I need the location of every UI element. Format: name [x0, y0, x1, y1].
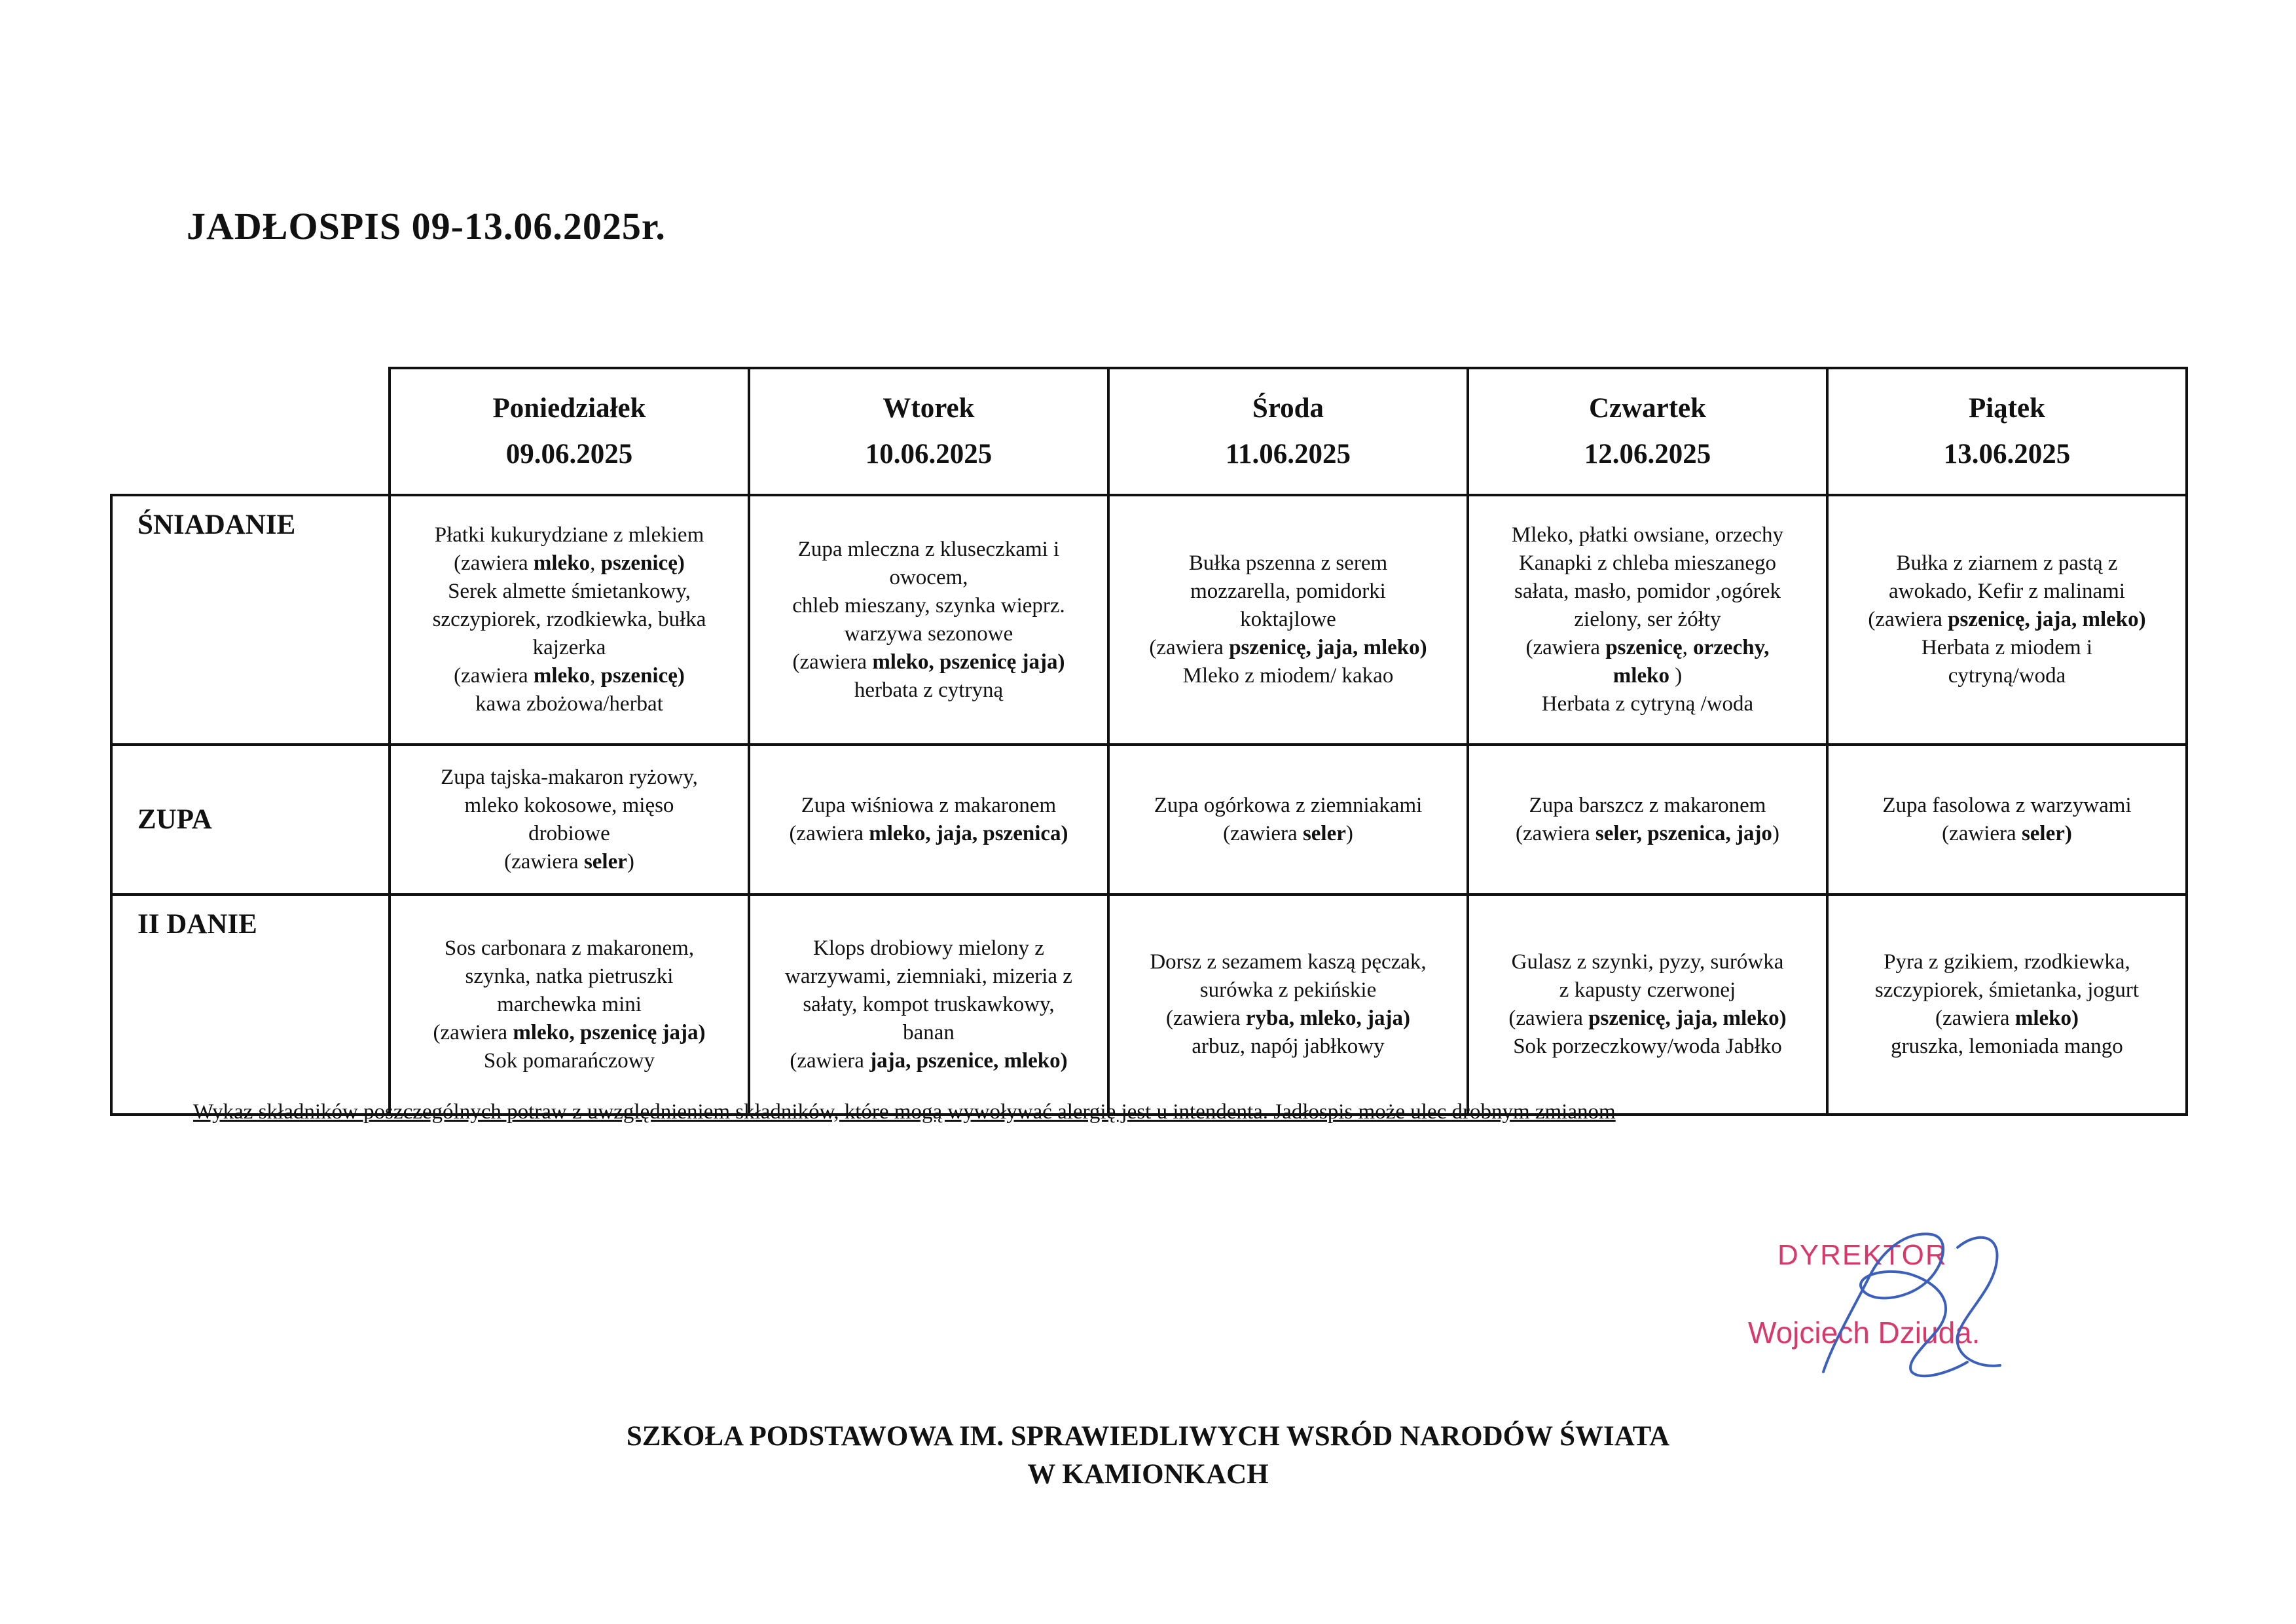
- dish-text: (zawiera: [504, 849, 584, 874]
- allergen-text: seler: [583, 849, 627, 874]
- menu-line: [401, 1047, 737, 1075]
- allergen-text: seler): [2021, 821, 2072, 845]
- dish-text: herbata z cytryną: [854, 678, 1004, 702]
- dish-text: (zawiera: [1942, 821, 2022, 845]
- dish-text: kawa zbożowa/herbat: [475, 692, 663, 716]
- meal-label: II DANIE: [111, 895, 390, 1115]
- menu-line: [401, 934, 737, 963]
- allergen-footnote: Wykaz składników poszczególnych potraw z uwzględnieniem składników, które mogą wywoływać alergię jest u intendenta. Jadłospis może ulec drobnym zmianom: [193, 1100, 1616, 1124]
- dish-text: Zupa wiśniowa z makaronem: [801, 793, 1057, 817]
- day-date: 13.06.2025: [1943, 439, 2071, 470]
- allergen-text: jaja, pszenice, mleko): [869, 1048, 1068, 1073]
- dish-text: Sok porzeczkowy/woda Jabłko: [1513, 1035, 1782, 1058]
- menu-cell: [1827, 495, 2187, 745]
- menu-line: [761, 934, 1097, 963]
- day-name: Poniedziałek: [492, 393, 646, 424]
- signature-stroke: [1823, 1234, 2000, 1376]
- day-date: 12.06.2025: [1584, 439, 1711, 470]
- dish-text: arbuz, napój jabłkowy: [1192, 1035, 1385, 1058]
- allergen-text: pszenicę: [1605, 636, 1683, 659]
- menu-cell: [390, 745, 749, 895]
- stamp-name: Wojciech Dziuda.: [1748, 1316, 1980, 1350]
- day-name: Środa: [1252, 393, 1324, 424]
- allergen-text: ryba, mleko, jaja): [1245, 1006, 1410, 1030]
- allergen-text: pszenicę): [600, 664, 685, 688]
- dish-text: (zawiera: [1223, 821, 1303, 845]
- day-header-row: [111, 368, 2187, 495]
- dish-text: Bułka z ziarnem z pastą z: [1896, 551, 2118, 575]
- menu-line: [401, 578, 737, 606]
- dish-text: (zawiera: [792, 650, 873, 674]
- dish-text: (zawiera: [1149, 636, 1230, 659]
- menu-line: [1480, 578, 1815, 606]
- dish-text: Zupa mleczna z kluseczkami i: [797, 537, 1060, 561]
- dish-text: Zupa fasolowa z warzywami: [1882, 793, 2132, 817]
- dish-text: (zawiera: [789, 821, 869, 845]
- allergen-text: mleko: [533, 664, 591, 688]
- dish-text: ): [1772, 821, 1779, 845]
- menu-line: [1480, 521, 1815, 549]
- dish-text: (zawiera: [433, 1020, 513, 1044]
- allergen-text: pszenicę): [600, 551, 685, 575]
- school-name-line1: SZKOŁA PODSTAWOWA IM. SPRAWIEDLIWYCH WSRÓD NARODÓW ŚWIATA: [626, 1421, 1670, 1452]
- menu-line: [1120, 1005, 1456, 1033]
- dish-text: Zupa ogórkowa z ziemniakami: [1154, 793, 1423, 817]
- menu-line: [1480, 976, 1815, 1005]
- menu-line: [1839, 820, 2175, 848]
- menu-line: [1480, 792, 1815, 820]
- allergen-text: orzechy,: [1693, 636, 1770, 659]
- dish-text: chleb mieszany, szynka wieprz.: [792, 593, 1065, 618]
- menu-line: [401, 963, 737, 991]
- school-name: [0, 1418, 2296, 1494]
- dish-text: warzywa sezonowe: [844, 621, 1013, 646]
- day-date: 10.06.2025: [865, 439, 993, 470]
- menu-line: [1120, 549, 1456, 578]
- menu-line: [1839, 1005, 2175, 1033]
- dish-text: ,: [1682, 636, 1694, 659]
- menu-line: [1839, 1033, 2175, 1061]
- dish-text: kajzerka: [532, 636, 606, 659]
- signature-icon: [1741, 1205, 2095, 1401]
- menu-line: [1480, 690, 1815, 718]
- menu-cell: [1827, 895, 2187, 1115]
- menu-line: [761, 991, 1097, 1019]
- day-header-tuesday: [749, 368, 1108, 495]
- menu-line: [1839, 662, 2175, 690]
- dish-text: (zawiera: [1935, 1006, 2015, 1030]
- day-header-friday: [1827, 368, 2187, 495]
- menu-line: [1480, 1005, 1815, 1033]
- menu-line: [761, 963, 1097, 991]
- allergen-text: seler: [1302, 821, 1346, 845]
- menu-cell: [1468, 495, 1827, 745]
- dish-text: Bułka pszenna z serem: [1188, 551, 1388, 575]
- menu-line: [401, 606, 737, 634]
- menu-line: [1480, 662, 1815, 690]
- dish-text: zielony, ser żółty: [1574, 608, 1721, 631]
- menu-line: [1839, 976, 2175, 1005]
- menu-cell: [749, 895, 1108, 1115]
- menu-line: [1120, 634, 1456, 662]
- dish-text: (zawiera: [790, 1048, 870, 1073]
- dish-text: (zawiera: [1525, 636, 1606, 659]
- dish-text: koktajlowe: [1240, 608, 1336, 631]
- dish-text: marchewka mini: [497, 992, 642, 1016]
- allergen-text: mleko: [533, 551, 591, 575]
- allergen-text: pszenicę, jaja, mleko): [1588, 1006, 1787, 1030]
- allergen-text: mleko, pszenicę jaja): [513, 1020, 706, 1044]
- menu-line: [1839, 948, 2175, 976]
- allergen-text: mleko, pszenicę jaja): [872, 650, 1065, 674]
- day-date: 09.06.2025: [505, 439, 633, 470]
- allergen-text: mleko): [2014, 1006, 2079, 1030]
- menu-cell: [749, 495, 1108, 745]
- dish-text: szynka, natka pietruszki: [465, 964, 674, 988]
- dish-text: mleko kokosowe, mięso: [464, 793, 674, 817]
- menu-line: [401, 991, 737, 1019]
- day-name: Wtorek: [883, 393, 975, 424]
- menu-line: [1480, 634, 1815, 662]
- dish-text: (zawiera: [1508, 1006, 1589, 1030]
- menu-line: [401, 792, 737, 820]
- dish-text: Zupa barszcz z makaronem: [1529, 793, 1766, 817]
- dish-text: szczypiorek, śmietanka, jogurt: [1874, 978, 2140, 1002]
- menu-cell: [1468, 745, 1827, 895]
- menu-line: [401, 690, 737, 718]
- menu-line: [761, 676, 1097, 705]
- menu-line: [1480, 1033, 1815, 1061]
- dish-text: Klops drobiowy mielony z: [813, 936, 1044, 960]
- menu-line: [401, 662, 737, 690]
- dish-text: gruszka, lemoniada mango: [1891, 1035, 2123, 1058]
- allergen-text: pszenicę, jaja, mleko): [1948, 608, 2146, 631]
- dish-text: (zawiera: [1166, 1006, 1246, 1030]
- dish-text: (zawiera: [454, 664, 534, 688]
- day-name: Czwartek: [1588, 393, 1707, 424]
- menu-line: [1839, 634, 2175, 662]
- menu-line: [1120, 948, 1456, 976]
- dish-text: Gulasz z szynki, pyzy, surówka: [1511, 950, 1784, 974]
- dish-text: Mleko, płatki owsiane, orzechy: [1511, 523, 1784, 547]
- dish-text: surówka z pekińskie: [1199, 978, 1377, 1002]
- menu-line: [1120, 578, 1456, 606]
- menu-line: [1480, 606, 1815, 634]
- menu-line: [1839, 792, 2175, 820]
- menu-cell: [1108, 745, 1468, 895]
- dish-text: ,: [590, 664, 601, 688]
- menu-line: [401, 1019, 737, 1047]
- menu-line: [401, 521, 737, 549]
- dish-text: awokado, Kefir z malinami: [1888, 580, 2126, 603]
- allergen-text: pszenicę, jaja, mleko): [1229, 636, 1427, 659]
- menu-line: [1120, 820, 1456, 848]
- menu-line: [1480, 549, 1815, 578]
- dish-text: sałata, masło, pomidor ,ogórek: [1514, 580, 1781, 603]
- menu-line: [1120, 662, 1456, 690]
- menu-line: [1120, 1033, 1456, 1061]
- menu-line: [401, 549, 737, 578]
- menu-line: [401, 848, 737, 876]
- menu-table: [110, 367, 2188, 1116]
- dish-text: cytryną/woda: [1948, 664, 2066, 688]
- dish-text: banan: [903, 1020, 955, 1044]
- dish-text: Zupa tajska-makaron ryżowy,: [441, 765, 698, 789]
- dish-text: Sok pomarańczowy: [483, 1048, 655, 1073]
- menu-line: [401, 634, 737, 662]
- menu-line: [761, 1047, 1097, 1075]
- dish-text: ,: [590, 551, 601, 575]
- dish-text: mozzarella, pomidorki: [1190, 580, 1386, 603]
- dish-text: (zawiera: [1516, 821, 1595, 845]
- menu-line: [761, 820, 1097, 848]
- menu-cell: [1827, 745, 2187, 895]
- menu-line: [1480, 948, 1815, 976]
- director-stamp: [1741, 1205, 2095, 1401]
- menu-line: [1120, 792, 1456, 820]
- meal-row-breakfast: [111, 495, 2187, 745]
- menu-line: [761, 648, 1097, 676]
- allergen-text: seler, pszenica, jajo: [1595, 821, 1772, 845]
- dish-text: Płatki kukurydziane z mlekiem: [434, 523, 704, 547]
- menu-line: [1480, 820, 1815, 848]
- meal-row-main-course: [111, 895, 2187, 1115]
- menu-line: [761, 1019, 1097, 1047]
- dish-text: warzywami, ziemniaki, mizeria z: [785, 964, 1072, 988]
- menu-line: [1120, 606, 1456, 634]
- dish-text: (zawiera: [1868, 608, 1948, 631]
- day-header-thursday: [1468, 368, 1827, 495]
- meal-row-soup: [111, 745, 2187, 895]
- menu-cell: [390, 895, 749, 1115]
- day-name: Piątek: [1968, 393, 2046, 424]
- menu-line: [1120, 976, 1456, 1005]
- menu-cell: [1468, 895, 1827, 1115]
- dish-text: drobiowe: [528, 821, 610, 845]
- dish-text: Dorsz z sezamem kaszą pęczak,: [1150, 950, 1427, 974]
- menu-line: [1839, 549, 2175, 578]
- dish-text: ): [627, 849, 634, 874]
- menu-line: [761, 592, 1097, 620]
- stamp-title: DYREKTOR: [1777, 1239, 1948, 1271]
- meal-label: ZUPA: [111, 745, 390, 895]
- dish-text: ): [1669, 664, 1683, 688]
- corner-cell: [111, 368, 390, 495]
- dish-text: Herbata z miodem i: [1921, 636, 2093, 659]
- menu-line: [1839, 578, 2175, 606]
- allergen-text: mleko, jaja, pszenica): [869, 821, 1068, 845]
- menu-line: [761, 536, 1097, 564]
- dish-text: owocem,: [889, 565, 968, 589]
- day-header-wednesday: [1108, 368, 1468, 495]
- day-date: 11.06.2025: [1225, 439, 1351, 470]
- dish-text: sałaty, kompot truskawkowy,: [803, 992, 1055, 1016]
- dish-text: z kapusty czerwonej: [1559, 978, 1736, 1002]
- meal-label: ŚNIADANIE: [111, 495, 390, 745]
- dish-text: (zawiera: [454, 551, 534, 575]
- menu-line: [761, 792, 1097, 820]
- menu-line: [1839, 606, 2175, 634]
- menu-cell: [390, 495, 749, 745]
- menu-cell: [749, 745, 1108, 895]
- dish-text: ): [1345, 821, 1353, 845]
- dish-text: Mleko z miodem/ kakao: [1182, 664, 1394, 688]
- school-name-line2: W KAMIONKACH: [1027, 1459, 1269, 1490]
- menu-line: [761, 620, 1097, 648]
- dish-text: Kanapki z chleba mieszanego: [1518, 551, 1777, 575]
- dish-text: Sos carbonara z makaronem,: [444, 936, 695, 960]
- dish-text: szczypiorek, rzodkiewka, bułka: [432, 608, 706, 631]
- menu-cell: [1108, 495, 1468, 745]
- allergen-text: mleko: [1613, 664, 1669, 688]
- dish-text: Herbata z cytryną /woda: [1541, 692, 1754, 716]
- day-header-monday: [390, 368, 749, 495]
- menu-line: [761, 564, 1097, 592]
- dish-text: Serek almette śmietankowy,: [448, 580, 691, 603]
- menu-line: [401, 764, 737, 792]
- page-title: JADŁOSPIS 09-13.06.2025r.: [187, 205, 666, 248]
- dish-text: Pyra z gzikiem, rzodkiewka,: [1884, 950, 2130, 974]
- menu-line: [401, 820, 737, 848]
- menu-cell: [1108, 895, 1468, 1115]
